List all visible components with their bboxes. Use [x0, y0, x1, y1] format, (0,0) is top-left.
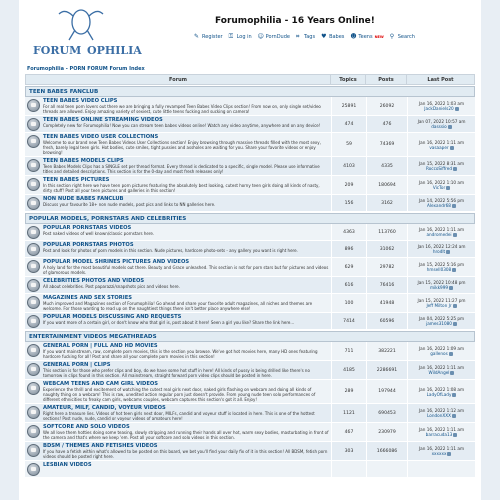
- forum-info: [43, 295, 329, 311]
- last-post-user[interactable]: barracuda13: [425, 432, 453, 437]
- forum-description: Discuss your favourite 18+ non nude models, post pics and links to NN galleries here.: [43, 202, 216, 207]
- forum-cell: [25, 361, 331, 379]
- forum-cell: [25, 442, 331, 460]
- forum-cell: [25, 241, 331, 257]
- forum-info: [43, 278, 180, 292]
- topics-count: 467: [331, 423, 366, 441]
- forum-cell: [25, 195, 331, 211]
- topics-count: 289: [331, 380, 366, 403]
- forum-read-icon: [27, 178, 40, 191]
- last-post-date: Jan 07, 2022 10:57 am: [417, 119, 466, 124]
- last-post: [407, 380, 475, 403]
- category-forums: [25, 342, 475, 478]
- last-post-date: Jan 14, 2022 5:56 pm: [418, 198, 465, 203]
- last-post-user[interactable]: LondonXXX: [427, 413, 451, 418]
- last-post-date: Jan 15, 2022 8:31 am: [418, 161, 465, 166]
- topics-count: 209: [331, 176, 366, 194]
- forum-read-icon: [27, 260, 40, 273]
- posts-count: 2286691: [366, 361, 407, 379]
- forum-info: [43, 314, 294, 328]
- last-post: [407, 361, 475, 379]
- forum-description: Post naked videos of well known/classic pornstars here.: [43, 231, 155, 236]
- last-post-date: Jan 16, 2022 1:11 am: [418, 446, 465, 451]
- nav-label: Search: [397, 34, 415, 40]
- nav-label: Log in: [236, 34, 252, 40]
- table-header: [25, 74, 475, 85]
- nav-label: Babes: [329, 34, 345, 40]
- posts-count: 76416: [366, 277, 407, 293]
- forum-title[interactable]: NON NUDE BABES FANCLUB: [43, 196, 124, 202]
- forum-row: [25, 404, 475, 423]
- forum-description: Welcome to our brand new Teen Babes Videos User Collections section! Enjoy browsing through massive threads filled with the most sexy, fresh, barely legal teen girls. Hot bodies, cute smiles, tight pussies and assholes are waiting for you. Share your favorite videos or enjoy browsing!: [43, 140, 321, 155]
- forum-cell: [25, 294, 331, 312]
- goto-last-post-icon[interactable]: [450, 371, 454, 375]
- forum-description: In this section right here we have teen porn pictures featuring the absolutely best looking, cutest horny teen girls doing all kinds of nasty, dirty stuff! Post all your teen pictures and galleries in this section!: [43, 183, 320, 193]
- forum-info: [43, 362, 329, 378]
- posts-count: [366, 461, 407, 477]
- forum-title[interactable]: LESBIAN VIDEOS: [43, 462, 92, 468]
- forum-cell: [25, 380, 331, 403]
- topics-count: 896: [331, 241, 366, 257]
- topics-count: 303: [331, 442, 366, 460]
- goto-last-post-icon[interactable]: [449, 286, 453, 290]
- topics-count: 25891: [331, 97, 366, 115]
- forum-title[interactable]: MAGAZINES AND SEX STORIES: [43, 295, 133, 301]
- forum-info: [43, 117, 320, 131]
- forum-row: [25, 361, 475, 380]
- topics-count: 59: [331, 133, 366, 156]
- forum-description: Experience the thrill and excitement of watching the cutest real girls next door, naked girls flashing on webcam and doing all kinds of naughty thing on a webcam! This is raw, unedited action regular porn just doesn't provide. From young nude teen solo performances of different ethnicities to freaky cam girls, webcams couples, webcam captures this section's got it all. Enjoy!: [43, 387, 316, 402]
- last-post: [407, 241, 475, 257]
- posts-count: 382221: [366, 342, 407, 360]
- goto-last-post-icon[interactable]: [453, 304, 457, 308]
- teens-icon: ☻: [350, 33, 357, 40]
- forum-read-icon: [27, 425, 40, 438]
- forum-info: [43, 158, 329, 174]
- category-header[interactable]: TEEN BABES FANCLUB: [25, 86, 475, 97]
- forum-read-icon: [27, 406, 40, 419]
- forum-row: [25, 442, 475, 461]
- forum-row: [25, 380, 475, 404]
- last-post-user[interactable]: VicTor: [432, 185, 446, 190]
- svg-text:FORUM: FORUM: [33, 44, 82, 57]
- forum-info: [43, 462, 92, 476]
- forum-description: Post and look for photos of porn models in this section. Nude pictures, hardcore photo-sets - any gallery you want is right here.: [43, 248, 298, 253]
- posts-count: 197944: [366, 380, 407, 403]
- last-post-user[interactable]: LadyOfLady: [426, 391, 452, 397]
- forum-read-icon: [27, 463, 40, 476]
- forum-title[interactable]: BDSM / THEMES AND FETISHES VIDEOS: [43, 443, 158, 449]
- nav-porndude[interactable]: [258, 34, 290, 40]
- nav-log-in[interactable]: [229, 34, 252, 40]
- search-icon: ⚲: [389, 33, 395, 40]
- posts-count: 690453: [366, 404, 407, 422]
- forum-description: Completely new for Forumophilia! Now you can stream teen babes videos online! Watch any video anytime, anywhere and on any device!: [43, 123, 321, 128]
- forum-read-icon: [27, 118, 40, 131]
- nav-babes[interactable]: [321, 34, 344, 40]
- last-post-user[interactable]: JackDaniels20: [424, 106, 454, 111]
- forum-description: If you want more of a certain girl, or don't know who that girl is, post about it here! Seen a girl you like? Share the link here...: [43, 320, 295, 325]
- header-topics: Topics: [330, 75, 365, 85]
- forum-description: For all real teen porn lovers out there we are bringing a fully revamped Teen Babes Video Clips section! From now on, only single set/video threads are allowed. Enjoy amazing variety of sexiest, cute little teens fucking and sucking on camera!: [43, 104, 321, 114]
- forum-info: [43, 225, 154, 239]
- last-post: [407, 442, 475, 460]
- last-post-date: Jan 16, 2022 1:11 am: [418, 365, 465, 370]
- nav-search[interactable]: [390, 34, 415, 40]
- last-post-date: Jan 15, 2022 10:48 pm: [417, 280, 466, 285]
- forum-cell: [25, 116, 331, 132]
- forum-title[interactable]: WEBCAM TEENS AND CAM GIRL VIDEOS: [43, 381, 159, 387]
- forum-cell: [25, 313, 331, 329]
- goto-last-post-icon[interactable]: [452, 204, 456, 208]
- porndude-icon: ☺: [257, 33, 264, 40]
- goto-last-post-icon[interactable]: [455, 107, 459, 111]
- last-post: [407, 224, 475, 240]
- forum-read-icon: [27, 444, 40, 457]
- forum-cell: [25, 404, 331, 422]
- forum-row: [25, 133, 475, 157]
- last-post: [407, 294, 475, 312]
- last-post: [407, 404, 475, 422]
- forum-read-icon: [27, 382, 40, 395]
- last-post-date: Jan 16, 2022 1:11 am: [418, 139, 465, 145]
- forum-read-icon: [27, 315, 40, 328]
- nav-teens[interactable]: [350, 34, 383, 40]
- forum-info: [43, 424, 329, 440]
- topics-count: 4363: [331, 224, 366, 240]
- goto-last-post-icon[interactable]: [452, 268, 456, 272]
- goto-last-post-icon[interactable]: [446, 250, 450, 254]
- nav-label: PornDude: [265, 34, 290, 40]
- forum-description: We all love them hotties doing some teasing, slowly stripping and running their hands all over hot, warm sexy bodies, masturbating in front of the camera and that's where we keep 'em. Post all your softcore and solo videos in this section.: [43, 430, 329, 440]
- forum-cell: [25, 97, 331, 115]
- forum-row: [25, 342, 475, 361]
- header-forum: Forum: [169, 77, 187, 83]
- forum-row: [25, 423, 475, 442]
- forum-read-icon: [27, 344, 40, 357]
- posts-count: 3162: [366, 195, 407, 211]
- last-post: [407, 195, 475, 211]
- goto-last-post-icon[interactable]: [448, 125, 452, 129]
- forum-description: A holy land for the most beautiful models out there. Beauty and Grace unleashed. This section is not for porn stars but for pictures and videos of glamorous models.: [43, 265, 329, 275]
- tags-icon: ⌗: [295, 33, 300, 40]
- forum-description: If you have a fetish within what's allowed to be posted on this board, we bet you'll find your daily fix of it in this section! All BDSM, fetish porn videos should be posted right here.: [43, 449, 328, 459]
- last-post: [407, 116, 475, 132]
- topics-count: 156: [331, 195, 366, 211]
- last-post: [407, 157, 475, 175]
- forum-read-icon: [27, 296, 40, 309]
- last-post-date: Jan 16, 2022 1:09 am: [418, 346, 465, 351]
- forum-info: [43, 259, 329, 275]
- last-post-user[interactable]: WildAngel: [428, 370, 450, 375]
- forum-title[interactable]: POPULAR MODELS DISCUSSING AND REQUESTS: [43, 314, 182, 320]
- forum-title[interactable]: POPULAR PORNSTARS VIDEOS: [43, 225, 132, 231]
- forum-title[interactable]: TEEN BABES VIDEO USER COLLECTIONS: [43, 134, 159, 140]
- topics-count: 4103: [331, 157, 366, 175]
- forum-cell: [25, 277, 331, 293]
- nav-register[interactable]: [194, 34, 223, 40]
- forum-title[interactable]: CELEBRITIES PHOTOS AND VIDEOS: [43, 278, 145, 284]
- forum-description: Right here a treasure lies. Videos of hot teen girls next door, MILFs, candid and voyeur stuff is located in here. This is one of the hottest sections! Post nude, nude, candid or voyeur videos of amateurs here!: [43, 411, 315, 421]
- forum-cell: [25, 224, 331, 240]
- last-post-date: Jan 16, 2022 1:03 am: [418, 101, 465, 106]
- topics-count: 629: [331, 258, 366, 276]
- breadcrumb[interactable]: Forumophilia - PORN FORUM Forum Index: [27, 66, 145, 72]
- forum-description: All about celebrities. Post paparazzi/snapshots pics and videos here.: [43, 284, 180, 289]
- forum-row: [25, 176, 475, 195]
- last-post: [407, 461, 475, 477]
- page: [19, 0, 481, 500]
- forum-title[interactable]: SOFTCORE AND SOLO VIDEOS: [43, 424, 130, 430]
- last-post-user[interactable]: Alexandr68: [427, 203, 451, 208]
- last-post: [407, 176, 475, 194]
- forum-row: [25, 313, 475, 330]
- last-post-date: Jan 16, 2022 1:08 am: [418, 386, 465, 392]
- forum-info: [43, 381, 329, 402]
- login-icon: ⚿: [228, 33, 234, 40]
- forum-description: This section is for those who prefer clips and boy, do we have some hot stuff in here! All kinds of pussy is being drilled like there's no tomorrow in clips found in this section. All mainstream, straight forward porn video clips should be posted in here.: [43, 368, 310, 378]
- header-posts: Posts: [365, 75, 406, 85]
- category-header[interactable]: POPULAR MODELS, PORNSTARS AND CELEBRITIES: [25, 213, 475, 224]
- last-post-user[interactable]: RoccoSiffred: [425, 166, 453, 171]
- last-post-user[interactable]: hrodlt: [432, 249, 446, 254]
- header: [19, 0, 481, 62]
- last-post-user[interactable]: vasaaper: [429, 144, 449, 150]
- forum-title[interactable]: GENERAL PORN | CLIPS: [43, 362, 111, 368]
- topics-count: 616: [331, 277, 366, 293]
- last-post-user[interactable]: hmsell0308: [426, 267, 452, 272]
- topics-count: 4185: [331, 361, 366, 379]
- forum-title[interactable]: TEEN BABES MODELS CLIPS: [43, 158, 124, 164]
- goto-last-post-icon[interactable]: [453, 433, 457, 437]
- last-post-date: Jan 16, 2022 1:12 am: [418, 408, 465, 413]
- last-post-user[interactable]: xxxxxx: [431, 451, 447, 456]
- forum-cell: [25, 176, 331, 194]
- forum-row: [25, 157, 475, 176]
- forum-cell: [25, 157, 331, 175]
- last-post: [407, 277, 475, 293]
- forum-read-icon: [27, 279, 40, 292]
- forum-row: [25, 294, 475, 313]
- last-post: [407, 133, 475, 156]
- last-post-date: Jan 16, 2022 1:10 am: [418, 180, 465, 185]
- posts-count: 60596: [366, 313, 407, 329]
- forum-row: [25, 258, 475, 277]
- forum-title[interactable]: AMATEUR, MILF, CANDID, VOYEUR VIDEOS: [43, 405, 166, 411]
- nav-tags[interactable]: [296, 34, 315, 40]
- forum-title[interactable]: POPULAR MODEL SHRINES PICTURES AND VIDEOS: [43, 259, 190, 265]
- nav-label: Register: [202, 34, 223, 40]
- forum-read-icon: [27, 363, 40, 376]
- header-last-post: Last Post: [406, 75, 474, 85]
- forum-read-icon: [27, 159, 40, 172]
- posts-count: 113760: [366, 224, 407, 240]
- forum-title[interactable]: TEEN BABES ONLINE STREAMING VIDEOS: [43, 117, 163, 123]
- forum-cell: [25, 342, 331, 360]
- forum-description: If you want mainstream, raw, complete porn movies, this is the section you browse. We've got hot movies here, many HD ones featuring hardcore fucking for all! Post and share all your complete porn movies in this section!: [43, 349, 318, 359]
- goto-last-post-icon[interactable]: [452, 414, 456, 418]
- last-post: [407, 423, 475, 441]
- category-forums: [25, 97, 475, 212]
- forum-info: [43, 343, 329, 359]
- forum-row: [25, 195, 475, 212]
- last-post-date: Jan 15, 2022 5:16 pm: [418, 262, 465, 267]
- forum-cell: [25, 461, 331, 477]
- goto-last-post-icon[interactable]: [452, 393, 456, 397]
- forum-read-icon: [27, 99, 40, 112]
- goto-last-post-icon[interactable]: [453, 233, 457, 237]
- forum-info: [43, 98, 329, 114]
- posts-count: 1666086: [366, 442, 407, 460]
- goto-last-post-icon[interactable]: [450, 146, 454, 150]
- forum-row: [25, 116, 475, 133]
- topics-count: 7414: [331, 313, 366, 329]
- forum-row: [25, 224, 475, 241]
- last-post: [407, 258, 475, 276]
- posts-count: 31062: [366, 241, 407, 257]
- svg-text:OPHILIA: OPHILIA: [87, 44, 142, 57]
- forum-row: [25, 277, 475, 294]
- forum-cell: [25, 133, 331, 156]
- forum-row: [25, 97, 475, 116]
- forum-cell: [25, 258, 331, 276]
- forum-description: Teen Babes Models Clips has a SINGLE set per thread format. Every thread is dedicated to a specific, single model. Please use informative titles and detailed descriptions. This section is for the 0-day and most fresh releases only!: [43, 164, 320, 174]
- topics-count: [331, 461, 366, 477]
- forum-info: [43, 196, 215, 210]
- nav-label: Teens: [358, 34, 373, 40]
- last-post-date: Jan 16, 2022 1:11 am: [418, 427, 465, 432]
- forum-info: [43, 405, 329, 421]
- top-navigation: [194, 34, 415, 40]
- last-post-date: Jan 15, 2022 11:27 pm: [417, 298, 466, 303]
- forum-read-icon: [27, 243, 40, 256]
- forum-index: [25, 74, 475, 478]
- last-post-user[interactable]: gallenos: [430, 351, 448, 356]
- topics-count: 100: [331, 294, 366, 312]
- forum-title[interactable]: POPULAR PORNSTARS PHOTOS: [43, 242, 134, 248]
- forum-info: [43, 177, 329, 193]
- posts-count: 26092: [366, 97, 407, 115]
- forum-title[interactable]: TEEN BABES VIDEO CLIPS: [43, 98, 118, 104]
- category-list: [25, 86, 475, 478]
- forum-title[interactable]: GENERAL PORN | FULL AND HD MOVIES: [43, 343, 158, 349]
- goto-last-post-icon[interactable]: [449, 352, 453, 356]
- last-post: [407, 342, 475, 360]
- new-badge: NEW: [374, 35, 384, 39]
- goto-last-post-icon[interactable]: [447, 452, 451, 456]
- last-post-date: Jan 04, 2022 5:25 pm: [418, 316, 465, 321]
- goto-last-post-icon[interactable]: [453, 167, 457, 171]
- last-post: [407, 313, 475, 329]
- last-post-user[interactable]: Jeff Milton Jr: [426, 303, 452, 308]
- topics-count: 1121: [331, 404, 366, 422]
- last-post-date: Jan 16, 2022 12:24 am: [417, 244, 466, 249]
- forum-cell: [25, 423, 331, 441]
- goto-last-post-icon[interactable]: [446, 186, 450, 190]
- nav-label: Tags: [303, 34, 316, 40]
- category-header[interactable]: ENTERTAINMENT VIDEOS MEGATHREADS: [25, 331, 475, 342]
- forum-read-icon: [27, 226, 40, 239]
- forum-read-icon: [27, 135, 40, 148]
- category-forums: [25, 224, 475, 330]
- last-post-user[interactable]: dasssio: [431, 124, 447, 129]
- posts-count: 180694: [366, 176, 407, 194]
- last-post: [407, 97, 475, 115]
- last-post-user[interactable]: mikk999: [429, 285, 449, 290]
- babes-icon: ♥: [321, 33, 327, 40]
- forum-info: [43, 443, 329, 459]
- posts-count: 4335: [366, 157, 407, 175]
- topics-count: 474: [331, 116, 366, 132]
- last-post-date: Jan 16, 2022 1:11 am: [418, 227, 465, 232]
- goto-last-post-icon[interactable]: [453, 322, 457, 326]
- forum-description: Much improved and Magazines section of Forumophilia! Go ahead and share your favorite adult magazines, all niches and themes are welcome. For those wanting to read up on the naughtiest things there isn't better place anywhere else!: [43, 301, 313, 311]
- topics-count: 711: [331, 342, 366, 360]
- last-post-user[interactable]: james31080: [426, 321, 452, 326]
- forum-info: [43, 242, 298, 256]
- last-post-user[interactable]: andromedei: [426, 232, 452, 237]
- posts-count: 230979: [366, 423, 407, 441]
- forum-info: [43, 134, 329, 155]
- forumophilia-logo[interactable]: [29, 4, 142, 60]
- forum-row: [25, 241, 475, 258]
- posts-count: 41948: [366, 294, 407, 312]
- posts-count: 74369: [366, 133, 407, 156]
- forum-title[interactable]: TEEN BABES PICTURES: [43, 177, 110, 183]
- site-title: Forumophilia - 16 Years Online!: [215, 16, 375, 26]
- register-icon: ✎: [194, 33, 200, 40]
- posts-count: 476: [366, 116, 407, 132]
- posts-count: 29782: [366, 258, 407, 276]
- forum-read-icon: [27, 197, 40, 210]
- forum-row: [25, 461, 475, 478]
